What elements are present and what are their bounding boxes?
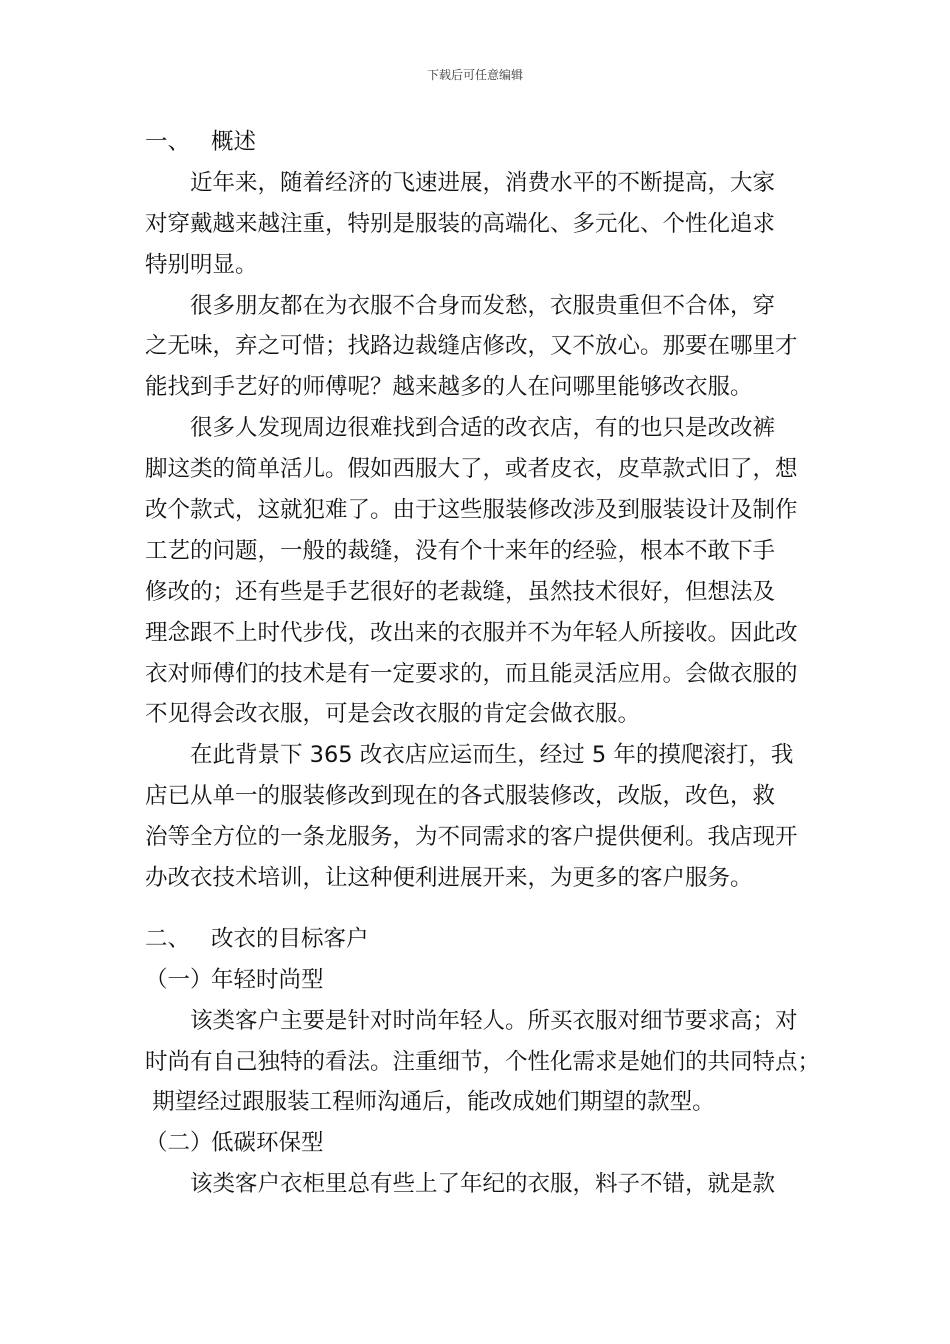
page-header: 下载后可任意编辑 — [426, 68, 523, 82]
section-spacer — [145, 899, 817, 919]
paragraph — [145, 163, 817, 286]
paragraph-line: 办改衣技术培训，让这种便利进展开来，为更多的客户服务。 — [145, 865, 753, 892]
paragraph — [145, 1164, 817, 1205]
subsection-heading-2 — [145, 1123, 817, 1164]
paragraph-line: 时尚有自己独特的看法。注重细节，个性化需求是她们的共同特点； — [145, 1048, 821, 1075]
paragraph-line: 该类客户主要是针对时尚年轻人。所买衣服对细节要求高；对 — [190, 1007, 798, 1034]
subsection-title: 低碳环保型 — [211, 1130, 324, 1157]
paragraph-line: 很多朋友都在为衣服不合身而发愁，衣服贵重但不合体，穿 — [190, 292, 776, 319]
section-number: 二、 — [145, 925, 191, 952]
paragraph-line: 改个款式，这就犯难了。由于这些服装修改涉及到服装设计及制作 — [145, 497, 798, 524]
paragraph-line: 期望经过跟服装工程师沟通后，能改成她们期望的款型。 — [145, 1089, 715, 1116]
paragraph-line: 衣对师傅们的技术是有一定要求的，而且能灵活应用。会做衣服的 — [145, 660, 798, 687]
paragraph-line: 之无味，弃之可惜；找路边裁缝店修改，又不放心。那要在哪里才 — [145, 333, 798, 360]
section-heading-2 — [145, 919, 817, 960]
paragraph-line: 治等全方位的一条龙服务，为不同需求的客户提供便利。我店现开 — [145, 824, 798, 851]
document-body — [145, 122, 821, 1205]
paragraph-line: 近年来，随着经济的飞速进展，消费水平的不断提高，大家 — [190, 169, 776, 196]
paragraph — [145, 1001, 821, 1124]
paragraph-line: 在此背景下 365 改衣店应运而生，经过 5 年的摸爬滚打，我 — [190, 742, 794, 769]
paragraph — [145, 408, 817, 735]
subsection-number: （一） — [145, 966, 213, 993]
paragraph-line: 理念跟不上时代步伐，改出来的衣服并不为年轻人所接收。因此改 — [145, 619, 798, 646]
paragraph-line: 特别明显。 — [145, 251, 258, 278]
paragraph-line: 不见得会改衣服，可是会改衣服的肯定会做衣服。 — [145, 701, 641, 728]
section-title: 改衣的目标客户 — [211, 925, 369, 952]
paragraph-line: 修改的；还有些是手艺很好的老裁缝，虽然技术很好，但想法及 — [145, 578, 776, 605]
section-title: 概述 — [211, 129, 257, 155]
paragraph-line: 店已从单一的服装修改到现在的各式服装修改，改版，改色，救 — [145, 783, 776, 810]
paragraph-line: 该类客户衣柜里总有些上了年纪的衣服，料子不错，就是款 — [190, 1171, 776, 1198]
subsection-title: 年轻时尚型 — [211, 966, 324, 993]
subsection-heading-1 — [145, 960, 817, 1001]
paragraph — [145, 735, 817, 899]
paragraph-line: 能找到手艺好的师傅呢？越来越多的人在问哪里能够改衣服。 — [145, 374, 753, 401]
section-heading-1 — [145, 122, 817, 163]
paragraph-line: 工艺的问题，一般的裁缝，没有个十来年的经验，根本不敢下手 — [145, 537, 776, 564]
paragraph — [145, 286, 817, 409]
paragraph-line: 脚这类的简单活儿。假如西服大了，或者皮衣，皮草款式旧了，想 — [145, 456, 798, 483]
paragraph-line: 对穿戴越来越注重，特别是服装的高端化、多元化、个性化追求 — [145, 210, 776, 237]
paragraph-line: 很多人发现周边很难找到合适的改衣店，有的也只是改改裤 — [190, 415, 776, 442]
subsection-number: （二） — [145, 1130, 213, 1157]
section-number: 一、 — [145, 129, 191, 155]
